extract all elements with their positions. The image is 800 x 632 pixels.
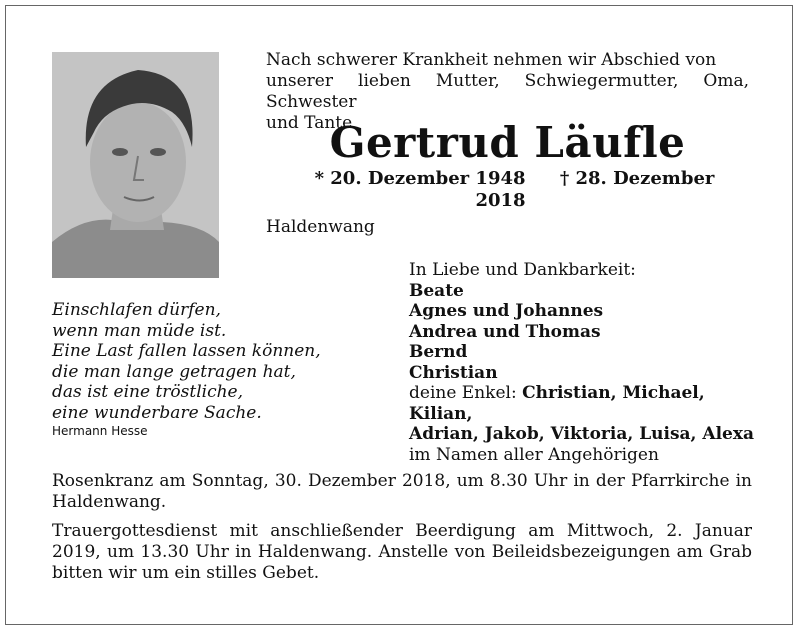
grandchildren-names-1: Christian, Michael, Kilian, — [409, 383, 705, 424]
intro-line-3: und Tante — [266, 113, 353, 133]
poem-line: wenn man müde ist. — [52, 320, 227, 341]
family-member: Agnes und Johannes — [409, 301, 604, 321]
family-intro: In Liebe und Dankbarkeit: — [409, 260, 636, 280]
poem-line: Eine Last fallen lassen können, — [52, 341, 321, 361]
death-date: † 28. Dezember 2018 — [475, 168, 715, 211]
grandchildren-line-1 — [409, 383, 769, 424]
poem-line: die man lange getragen hat, — [52, 361, 296, 382]
poem — [52, 300, 352, 423]
grandchildren-label: deine Enkel: — [409, 383, 517, 403]
poem-line: Einschlafen dürfen, — [52, 300, 221, 320]
life-dates — [266, 168, 749, 212]
hometown: Haldenwang — [266, 217, 375, 237]
deceased-name: Gertrud Läufle — [329, 118, 686, 167]
portrait-photo — [52, 52, 219, 278]
poem-line: das ist eine tröstliche, — [52, 382, 244, 402]
poem-author: Hermann Hesse — [52, 424, 148, 438]
family-member: Bernd — [409, 342, 468, 362]
birth-date: * 20. Dezember 1948 — [314, 168, 526, 189]
family-closing: im Namen aller Angehörigen — [409, 444, 659, 465]
poem-line: eine wunderbare Sache. — [52, 402, 262, 423]
grandchildren-names-2: Adrian, Jakob, Viktoria, Luisa, Alexa — [409, 424, 754, 444]
intro-line-1: Nach schwerer Krankheit nehmen wir Abschied von — [266, 50, 717, 70]
family-list — [409, 260, 769, 465]
family-member: Andrea und Thomas — [409, 321, 601, 342]
family-member: Beate — [409, 280, 464, 301]
intro-line-2: unserer lieben Mutter, Schwiegermutter, Oma, Schwester — [266, 71, 749, 112]
rosary-announcement: Rosenkranz am Sonntag, 30. Dezember 2018, um 8.30 Uhr in der Pfarrkirche in Haldenwang. — [52, 471, 752, 512]
funeral-announcement: Trauergottesdienst mit anschließender Beerdigung am Mittwoch, 2. Januar 2019, um 13.30 Uhr in Haldenwang. Anstelle von Beileidsbezeigungen am Grab bitten wir um ein stilles Gebet. — [52, 521, 752, 583]
family-member: Christian — [409, 362, 498, 383]
